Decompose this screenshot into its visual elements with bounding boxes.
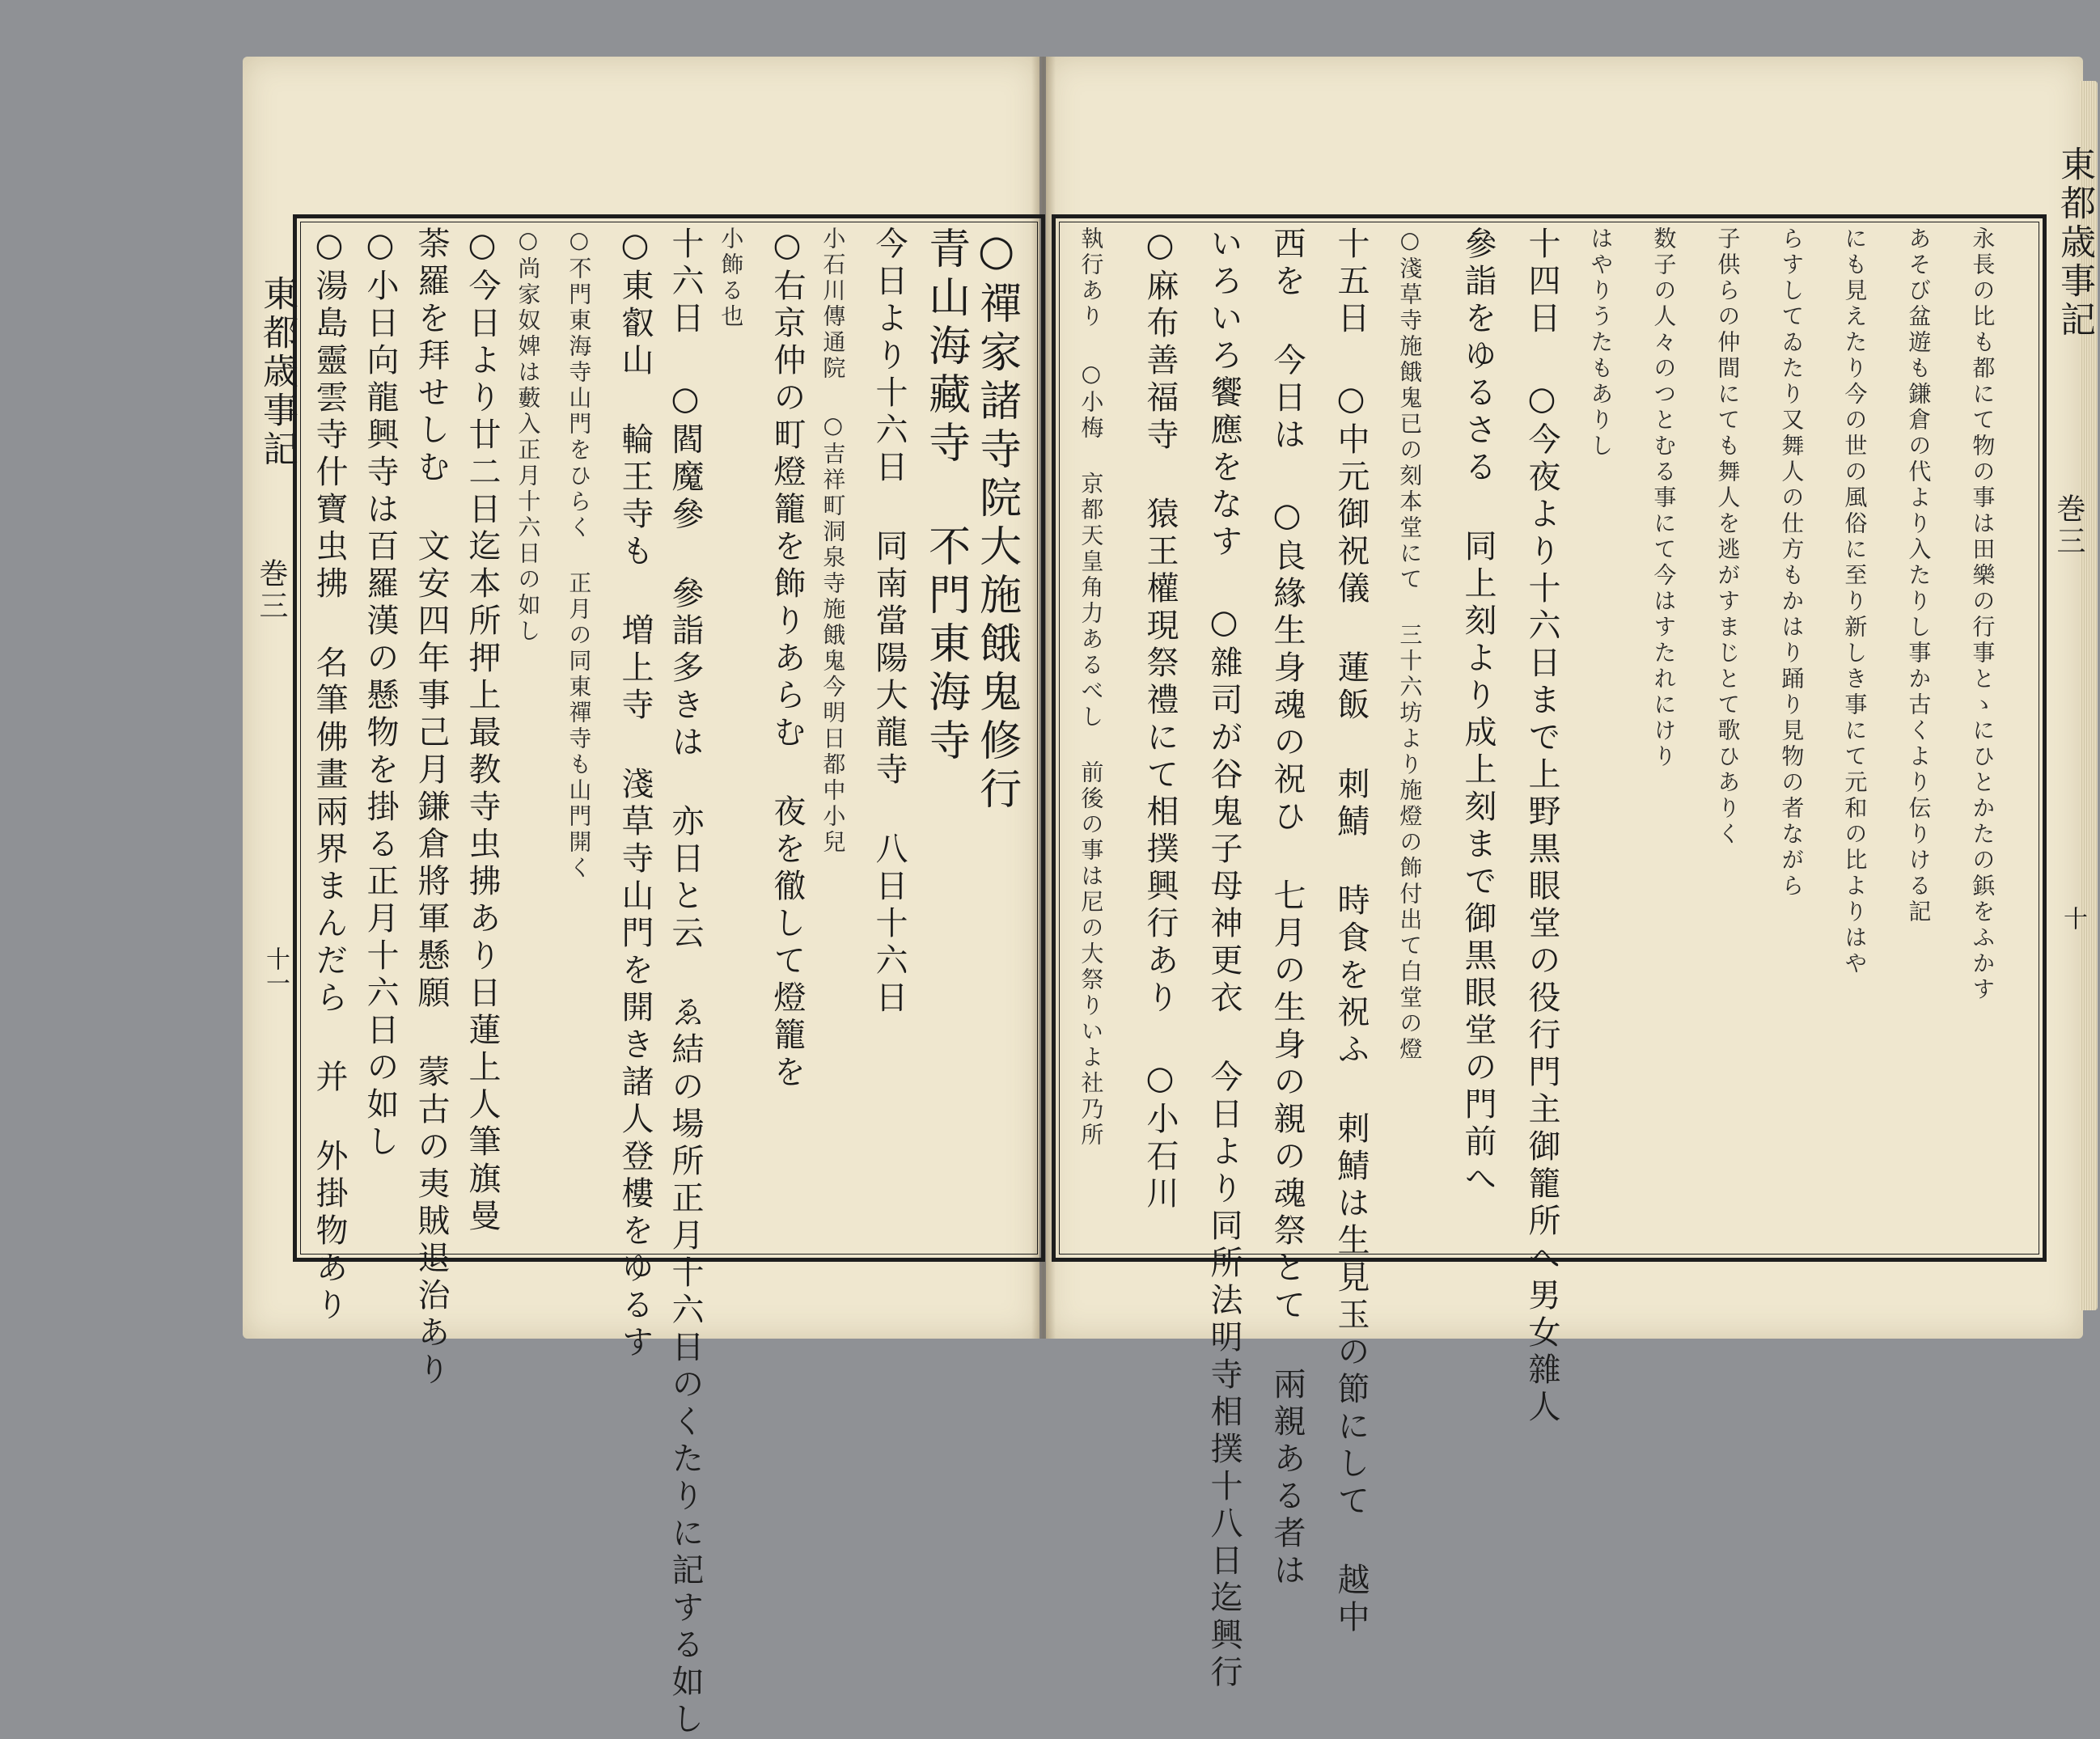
left-page-text-column: 小石川傳通院 ○吉祥町洞泉寺施餓鬼今明日都中小兒 (819, 226, 847, 856)
right-page-text-column: 執行あり ○小梅 京都天皇角力あるべし 前後の事は尼の大祭りいよ社乃所 (1078, 226, 1105, 1149)
right-page-text-column: 永長の比も都にて物の事は田樂の行事とゝにひとかたの鋲をふかす (1969, 226, 1996, 1003)
right-page-text-column: ○麻布善福寺 猿王權現祭禮にて相撲興行あり ○小石川 (1141, 226, 1179, 1213)
right-page-text-column: はやりうたもありし (1587, 226, 1615, 459)
left-page-text-column: 青山海藏寺 不門東海寺 (921, 226, 970, 767)
left-page-text-column: ○今日より廿二日迄本所押上最教寺虫拂あり日蓮上人筆旗曼 (464, 226, 501, 1236)
left-page-text-column: ○湯島靈雲寺什寶虫拂 名筆佛畫兩界まんだら 并 外掛物あり (311, 226, 348, 1325)
right-page-text-column: 西を 今日は ○良緣生身魂の祝ひ 七月の生身の親の魂祭とて 兩親ある者は (1268, 226, 1306, 1590)
right-page-text-column: 子供らの仲間にても舞人を逃がすまじとて歌ひありく (1714, 226, 1742, 848)
left-page-text-column: 十六日 ○閻魔參 參詣多きは 亦日と云 ゑ結の場所正月十六日のくたりに記する如し (667, 226, 704, 1739)
left-page-text-column: ○東叡山 輪王寺も 増上寺 淺草寺山門を開き諸人登樓をゆるす (616, 226, 654, 1362)
left-page-text-column: 荼羅を拜せしむ 文安四年事己月鎌倉將軍懸願 蒙古の夷賊退治あり (413, 226, 450, 1390)
left-margin-title: 東都歳事記 (256, 275, 298, 469)
left-page-text-column: ○禪家諸寺院大施餓鬼修行 (972, 226, 1021, 815)
right-page-text-column: あそび盆遊も鎌倉の代より入たりし事か古くより伝りける記 (1905, 226, 1933, 925)
left-page-text-column: ○尚家奴婢は藪入正月十六日の如し (514, 226, 542, 645)
left-page-text-column: ○右京仲の町燈籠を飾りあらむ 夜を徹して燈籠を (768, 226, 806, 1092)
left-margin-volume: 巻三 (255, 558, 288, 623)
right-page-text-column: 十五日 ○中元御祝儀 蓮飯 刺鯖 時食を祝ふ 剌鯖は生見玉の節にして 越中 (1332, 226, 1370, 1637)
right-margin-title: 東都歳事記 (2054, 146, 2095, 340)
right-page-text-column: いろいろ饗應をなす ○雜司が谷鬼子母神更衣 今日より同所法明寺相撲十八日迄興行 (1205, 226, 1243, 1692)
left-folio: 十一 (261, 946, 290, 995)
left-page-text-column: 今日より十六日 同南當陽大龍寺 八日十六日 (870, 226, 908, 1018)
right-folio: 十 (2059, 906, 2087, 930)
left-page-text-column: 小飾る也 (718, 226, 745, 330)
right-margin-volume: 巻三 (2052, 493, 2085, 558)
right-page-text-column: にも見えたり今の世の風俗に至り新しき事にて元和の比よりはや (1841, 226, 1869, 977)
open-book (243, 57, 2095, 1739)
right-page-text-column: 十四日 ○今夜より十六日まで上野黒眼堂の役行門主御籠所へ男女雜人 (1523, 226, 1560, 1427)
right-page-text-column: ○淺草寺施餓鬼已の刻本堂にて 三十六坊より施燈の飾付出て白堂の燈 (1396, 226, 1424, 1063)
right-page-text-column: 数子の人々のつとむる事にて今はすたれにけり (1650, 226, 1678, 770)
left-page-text-column: ○小日向龍興寺は百羅漢の懸物を掛る正月十六日の如し (362, 226, 399, 1161)
left-page-text-column: ○不門東海寺山門をひらく 正月の同東禪寺も山門開く (565, 226, 593, 882)
right-page-text-column: 參詣をゆるさる 同上刻より成上刻まで御黒眼堂の門前へ (1459, 226, 1497, 1199)
right-page-text-column: らすしてゐたり又舞人の仕方もかはり踊り見物の者ながら (1778, 226, 1806, 899)
